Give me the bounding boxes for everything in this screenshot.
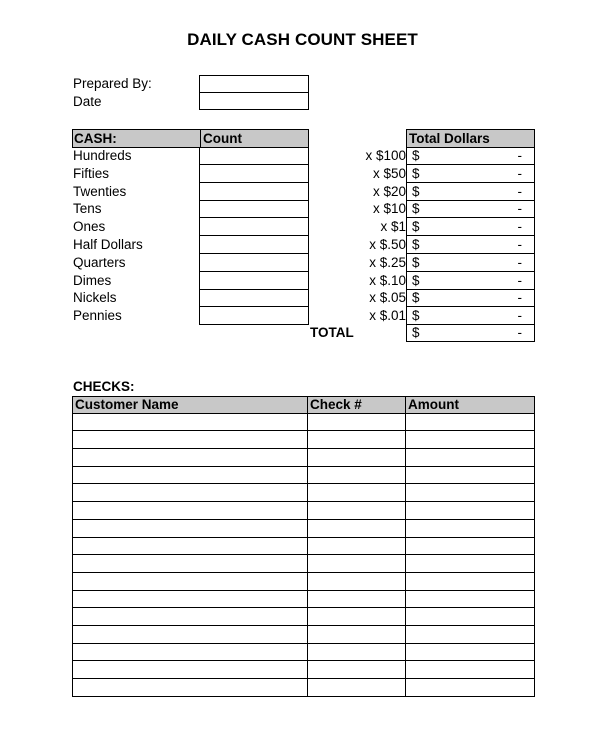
cash-row <box>72 254 536 272</box>
grand-total-cell[interactable] <box>406 324 535 342</box>
customer-name-cell[interactable] <box>72 644 308 661</box>
customer-name-header: Customer Name <box>75 397 179 412</box>
total-dollars-value: - <box>517 237 522 252</box>
currency-symbol: $ <box>412 201 420 217</box>
total-dollars-cell[interactable] <box>406 183 535 201</box>
amount-cell[interactable] <box>406 538 535 555</box>
denomination-label: Nickels <box>73 290 117 306</box>
check-number-cell[interactable] <box>308 661 406 678</box>
prepared-by-field[interactable] <box>199 75 309 93</box>
total-dollars-cell[interactable] <box>406 236 535 254</box>
total-dollars-header-label: Total Dollars <box>409 131 490 146</box>
customer-name-cell[interactable] <box>72 679 308 696</box>
amount-header: Amount <box>408 397 459 412</box>
check-number-cell[interactable] <box>308 679 406 696</box>
total-dollars-value: - <box>517 272 522 288</box>
check-number-header: Check # <box>310 397 362 412</box>
denomination-label: Pennies <box>73 308 122 324</box>
checks-label: CHECKS: <box>73 379 135 394</box>
customer-name-cell[interactable] <box>72 661 308 678</box>
currency-symbol: $ <box>412 165 420 181</box>
customer-name-cell[interactable] <box>72 520 308 537</box>
cash-row <box>72 289 536 307</box>
count-header: Count <box>200 130 242 147</box>
date-label: Date <box>73 94 102 109</box>
amount-cell[interactable] <box>406 431 535 448</box>
count-input[interactable] <box>199 218 309 236</box>
total-dollars-value: - <box>517 219 522 235</box>
cash-row <box>72 165 536 183</box>
count-input[interactable] <box>199 272 309 290</box>
count-input[interactable] <box>199 200 309 218</box>
multiplier-label: x $100 <box>365 148 406 163</box>
amount-cell[interactable] <box>406 520 535 537</box>
total-dollars-cell[interactable] <box>406 254 535 272</box>
check-number-cell[interactable] <box>308 573 406 590</box>
check-row <box>72 538 535 556</box>
currency-symbol: $ <box>412 237 420 252</box>
total-dollars-cell[interactable] <box>406 272 535 290</box>
checks-body <box>72 414 535 697</box>
check-number-cell[interactable] <box>308 431 406 448</box>
multiplier-label: x $.10 <box>369 272 406 288</box>
amount-cell[interactable] <box>406 644 535 661</box>
total-dollars-value: - <box>517 165 522 181</box>
check-row <box>72 414 535 432</box>
customer-name-cell[interactable] <box>72 626 308 643</box>
check-row <box>72 502 535 520</box>
check-row <box>72 608 535 626</box>
multiplier-label: x $.01 <box>369 308 406 324</box>
amount-cell[interactable] <box>406 573 535 590</box>
count-input[interactable] <box>199 254 309 272</box>
amount-cell[interactable] <box>406 555 535 572</box>
denomination-label: Tens <box>73 201 102 217</box>
check-number-cell[interactable] <box>308 644 406 661</box>
cash-row <box>72 183 536 201</box>
grand-total-value: - <box>517 325 522 340</box>
amount-cell[interactable] <box>406 484 535 501</box>
currency-symbol: $ <box>412 254 420 270</box>
customer-name-cell[interactable] <box>72 502 308 519</box>
count-input[interactable] <box>199 289 309 307</box>
denomination-label: Quarters <box>73 254 126 270</box>
check-row <box>72 644 535 662</box>
currency-symbol: $ <box>412 308 420 324</box>
cash-row <box>72 307 536 325</box>
customer-name-cell[interactable] <box>72 608 308 625</box>
total-label: TOTAL <box>310 325 354 340</box>
cash-header-label: CASH: <box>74 131 117 146</box>
multiplier-label: x $10 <box>372 201 406 217</box>
denomination-label: Fifties <box>73 165 110 181</box>
cash-row <box>72 218 536 236</box>
customer-name-cell[interactable] <box>72 538 308 555</box>
count-input[interactable] <box>199 165 309 183</box>
cash-header <box>72 129 309 148</box>
denomination-label: Half Dollars <box>73 237 143 252</box>
amount-cell[interactable] <box>406 449 535 466</box>
total-dollars-cell[interactable] <box>406 200 535 218</box>
check-number-cell[interactable] <box>308 414 406 431</box>
amount-cell[interactable] <box>406 502 535 519</box>
check-row <box>72 520 535 538</box>
customer-name-cell[interactable] <box>72 484 308 501</box>
total-dollars-cell[interactable] <box>406 307 535 325</box>
multiplier-label: x $.05 <box>369 290 406 306</box>
multiplier-label: x $20 <box>372 183 406 199</box>
denomination-label: Twenties <box>73 183 127 199</box>
check-row <box>72 679 535 697</box>
currency-symbol: $ <box>412 219 420 235</box>
check-number-cell[interactable] <box>308 502 406 519</box>
check-row <box>72 555 535 573</box>
amount-cell[interactable] <box>406 626 535 643</box>
check-number-cell[interactable] <box>308 555 406 572</box>
denomination-label: Hundreds <box>73 148 132 163</box>
check-number-cell[interactable] <box>308 591 406 608</box>
currency-symbol: $ <box>412 183 420 199</box>
amount-cell[interactable] <box>406 414 535 431</box>
total-dollars-value: - <box>517 201 522 217</box>
total-dollars-header <box>406 129 535 148</box>
total-dollars-cell[interactable] <box>406 289 535 307</box>
check-number-cell[interactable] <box>308 626 406 643</box>
check-number-cell[interactable] <box>308 520 406 537</box>
check-row <box>72 626 535 644</box>
prepared-by-label: Prepared By: <box>73 76 152 91</box>
cash-row <box>72 200 536 218</box>
check-number-cell[interactable] <box>308 449 406 466</box>
customer-name-cell[interactable] <box>72 414 308 431</box>
check-row <box>72 449 535 467</box>
multiplier-label: x $.25 <box>369 254 406 270</box>
cash-row <box>72 236 536 254</box>
multiplier-label: x $.50 <box>369 237 406 252</box>
total-dollars-value: - <box>517 254 522 270</box>
page-title: DAILY CASH COUNT SHEET <box>187 30 418 49</box>
count-input[interactable] <box>199 236 309 254</box>
total-dollars-value: - <box>517 148 522 163</box>
total-dollars-cell[interactable] <box>406 218 535 236</box>
check-row <box>72 431 535 449</box>
cash-row <box>72 272 536 290</box>
count-input[interactable] <box>199 307 309 325</box>
total-row <box>72 324 536 342</box>
count-input[interactable] <box>199 183 309 201</box>
denomination-label: Dimes <box>73 272 112 288</box>
customer-name-cell[interactable] <box>72 467 308 484</box>
checks-table <box>72 396 535 697</box>
customer-name-cell[interactable] <box>72 555 308 572</box>
currency-symbol: $ <box>412 325 420 340</box>
amount-cell[interactable] <box>406 661 535 678</box>
count-input[interactable] <box>199 147 309 165</box>
checks-header-row <box>72 396 535 414</box>
amount-cell[interactable] <box>406 591 535 608</box>
customer-name-cell[interactable] <box>72 449 308 466</box>
check-number-cell[interactable] <box>308 608 406 625</box>
date-field[interactable] <box>199 92 309 110</box>
check-row <box>72 484 535 502</box>
check-number-cell[interactable] <box>308 484 406 501</box>
total-dollars-cell[interactable] <box>406 165 535 183</box>
amount-cell[interactable] <box>406 467 535 484</box>
total-dollars-value: - <box>517 290 522 306</box>
check-number-cell[interactable] <box>308 538 406 555</box>
currency-symbol: $ <box>412 272 420 288</box>
customer-name-cell[interactable] <box>72 573 308 590</box>
currency-symbol: $ <box>412 148 420 163</box>
multiplier-label: x $1 <box>380 219 406 235</box>
multiplier-label: x $50 <box>372 165 406 181</box>
total-dollars-value: - <box>517 308 522 324</box>
check-row <box>72 573 535 591</box>
amount-cell[interactable] <box>406 608 535 625</box>
currency-symbol: $ <box>412 290 420 306</box>
customer-name-cell[interactable] <box>72 591 308 608</box>
check-number-cell[interactable] <box>308 467 406 484</box>
total-dollars-value: - <box>517 183 522 199</box>
check-row <box>72 661 535 679</box>
check-row <box>72 591 535 609</box>
cash-row <box>72 147 536 165</box>
denomination-label: Ones <box>73 219 106 235</box>
check-row <box>72 467 535 485</box>
total-dollars-cell[interactable] <box>406 147 535 165</box>
amount-cell[interactable] <box>406 679 535 696</box>
customer-name-cell[interactable] <box>72 431 308 448</box>
